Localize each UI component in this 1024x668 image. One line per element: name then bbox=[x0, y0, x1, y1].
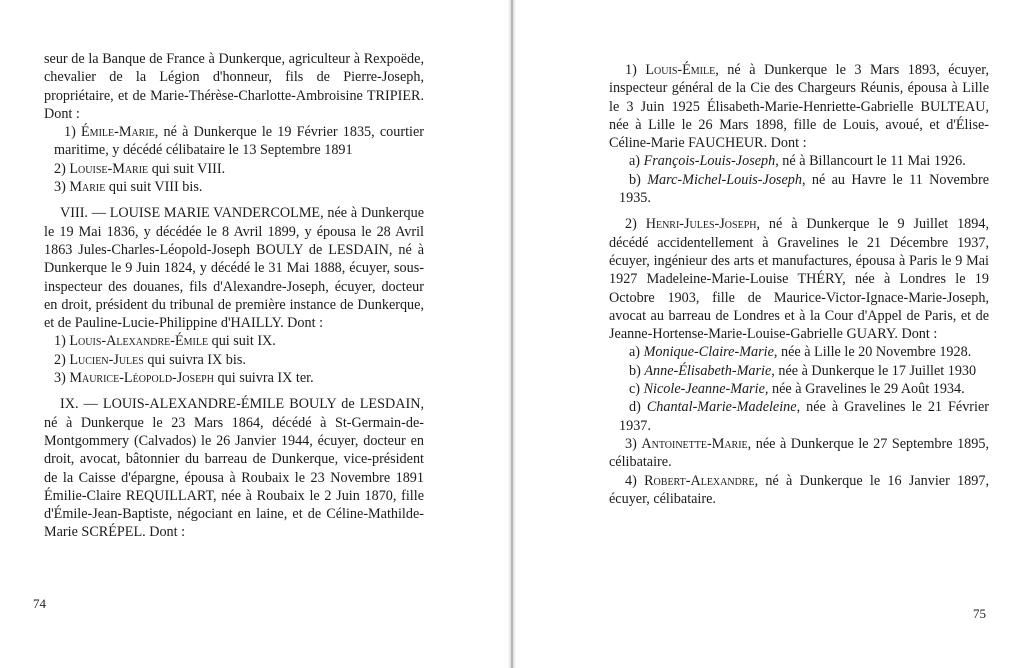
list-item-louis-alexandre-emile: 1) Louis-Alexandre-Émile qui suit IX. bbox=[54, 333, 276, 350]
list-item-emile-marie: 1) Émile-Marie, né à Dunkerque le 19 Février 1835, courtier maritime, y décédé célibataire le 13 Septembre 1891 bbox=[54, 124, 424, 159]
paragraph-henri-jules-joseph: 2) Henri-Jules-Joseph, né à Dunkerque le 9 Juillet 1894, décédé accidentellement à Gravelines le 21 Décembre 1937, écuyer, ingénieur des arts et manufactures, épousa à Paris le 9 Mai 1927 Madeleine-Marie-Louise THÉRY, née à Londres le 19 Octobre 1903, fille de Maurice-Victor-Ignace-Marie-Joseph, avocat au barreau de Londres et à la Cour d'Appel de Paris, et de Jeanne-Hortense-Marie-Louise-Gabrielle GUARY. Dont : bbox=[609, 216, 990, 343]
paragraph-ix-louis-alexandre-emile: IX. — LOUIS-ALEXANDRE-ÉMILE BOULY de LESDAIN, né à Dunkerque le 23 Mars 1864, décédé à St-Germain-de-Montgommery (Calvados) le 26 Janvier 1944, écuyer, docteur en droit, avocat, bâtonnier du barreau de Dunkerque, vice-président de la Caisse d'épargne, épousa à Roubaix le 23 Novembre 1891 Émilie-Claire REQUILLART, née à Roubaix le 2 Juin 1870, fille d'Émile-Jean-Baptiste, négociant en laine, et de Céline-Mathilde-Marie SCRÉPEL. Dont : bbox=[44, 396, 424, 541]
paragraph-tripier-continuation: seur de la Banque de France à Dunkerque, agriculteur à Rexpoëde, chevalier de la Légion d'honneur, fils de Pierre-Joseph, propriétaire, et de Marie-Thérèse-Charlotte-Ambroisine TRIPIER. Dont : bbox=[44, 51, 424, 122]
list-item-louise-marie: 2) Louise-Marie qui suit VIII. bbox=[54, 160, 226, 177]
list-item-monique-claire-marie: a) Monique-Claire-Marie, née à Lille le 20 Novembre 1928. bbox=[629, 344, 972, 361]
list-item-anne-elisabeth-marie: b) Anne-Élisabeth-Marie, née à Dunkerque le 17 Juillet 1930 bbox=[629, 362, 977, 379]
list-item-chantal-marie-madeleine: d) Chantal-Marie-Madeleine, née à Gravelines le 21 Février 1937. bbox=[619, 399, 989, 434]
paragraph-viii-louise-marie: VIII. — LOUISE MARIE VANDERCOLME, née à Dunkerque le 19 Mai 1836, y décédée le 8 Avril 1899, y épousa le 28 Avril 1863 Jules-Charles-Léopold-Joseph BOULY de LESDAIN, né à Dunkerque le 9 Juin 1824, y décédé le 31 Mai 1888, écuyer, sous-inspecteur des douanes, fils d'Alexandre-Joseph, écuyer, docteur en droit, président du tribunal de première instance de Dunkerque, et de Pauline-Lucie-Philippine d'HAILLY. Dont : bbox=[44, 205, 424, 332]
right-page bbox=[512, 0, 1024, 668]
list-item-maurice-leopold-joseph: 3) Maurice-Léopold-Joseph qui suivra IX ter. bbox=[54, 370, 314, 387]
list-item-nicole-jeanne-marie: c) Nicole-Jeanne-Marie, née à Gravelines le 29 Août 1934. bbox=[629, 381, 965, 398]
page-number-left: 74 bbox=[33, 596, 46, 611]
paragraph-robert-alexandre: 4) Robert-Alexandre, né à Dunkerque le 16 Janvier 1897, écuyer, célibataire. bbox=[609, 472, 989, 507]
paragraph-louis-emile: 1) Louis-Émile, né à Dunkerque le 3 Mars 1893, écuyer, inspecteur général de la Cie des Chargeurs Réunis, épousa à Lille le 3 Juin 1925 Élisabeth-Marie-Henriette-Gabrielle BULTEAU, née à Lille le 26 Mars 1898, fille de Louis, avoué, et d'Élise-Céline-Marie FAUCHEUR. Dont : bbox=[609, 62, 990, 152]
list-item-lucien-jules: 2) Lucien-Jules qui suivra IX bis. bbox=[54, 351, 246, 368]
list-item-marie: 3) Marie qui suit VIII bis. bbox=[54, 179, 203, 196]
right-page-text bbox=[609, 61, 989, 508]
list-item-francois-louis-joseph: a) François-Louis-Joseph, né à Billancourt le 11 Mai 1926. bbox=[629, 153, 966, 170]
left-page-text bbox=[44, 50, 424, 542]
paragraph-antoinette-marie: 3) Antoinette-Marie, née à Dunkerque le 27 Septembre 1895, célibataire. bbox=[609, 435, 990, 471]
list-item-marc-michel-louis-joseph: b) Marc-Michel-Louis-Joseph, né au Havre le 11 Novembre 1935. bbox=[619, 171, 989, 207]
page-number-right: 75 bbox=[973, 606, 986, 621]
